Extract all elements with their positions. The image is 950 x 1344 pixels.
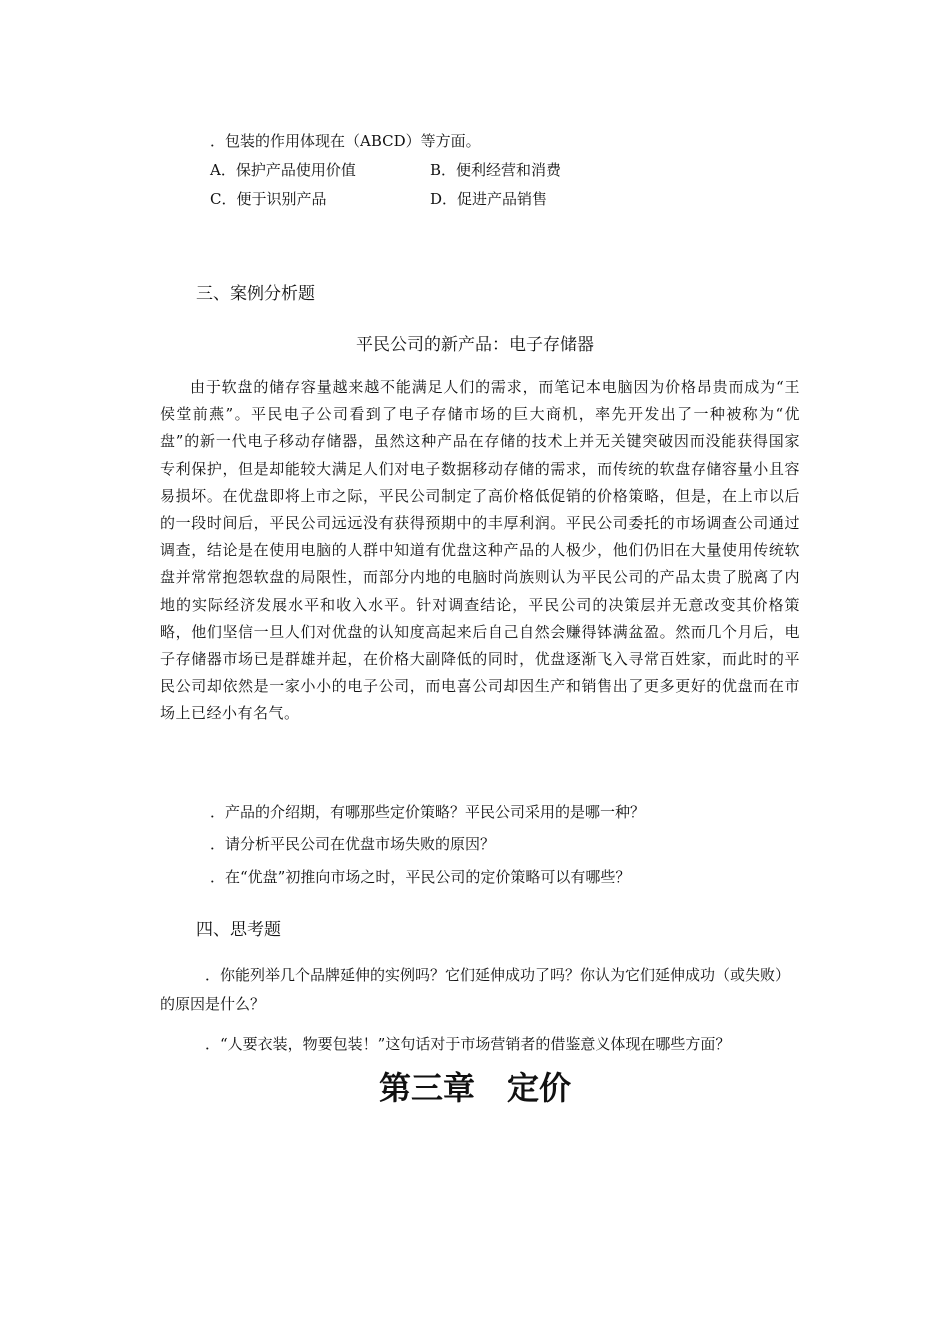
think-item-1-block: [160, 961, 800, 1019]
case-title: 平民公司的新产品：电子存储器: [356, 335, 594, 355]
option-a: A．保护产品使用价值: [210, 161, 356, 179]
think-item-1: ．你能列举几个品牌延伸的实例吗？它们延伸成功了吗？你认为它们延伸成功（或失败）的原因是什么？: [160, 966, 791, 1013]
chapter-title: 第三章 定价: [378, 1069, 571, 1107]
section-heading-case: 三、案例分析题: [196, 284, 315, 304]
option-d: D．促进产品销售: [430, 190, 548, 208]
option-b: B．便利经营和消费: [430, 161, 562, 179]
case-body: [160, 374, 800, 728]
section-heading-think: 四、思考题: [196, 920, 281, 940]
case-question-2: ．请分析平民公司在优盘市场失败的原因？: [210, 835, 496, 853]
think-item-2: ．“人要衣装，物要包装！”这句话对于市场营销者的借鉴意义体现在哪些方面？: [205, 1035, 731, 1053]
choice-question: ．包装的作用体现在（ABCD）等方面。: [210, 132, 481, 150]
case-paragraph: 由于软盘的储存容量越来越不能满足人们的需求，而笔记本电脑因为价格昂贵而成为“王侯堂前燕”。平民电子公司看到了电子存储市场的巨大商机，率先开发出了一种被称为“优盘”的新一代电子移动存储器，虽然这种产品在存储的技术上并无关键突破因而没能获得国家专利保护，但是却能较大满足人们对电子数据移动存储的需求，而传统的软盘存储容量小且容易损坏。在优盘即将上市之际，平民公司制定了高价格低促销的价格策略，但是，在上市以后的一段时间后，平民公司远远没有获得预期中的丰厚利润。平民公司委托的市场调查公司通过调查，结论是在使用电脑的人群中知道有优盘这种产品的人极少，他们仍旧在大量使用传统软盘并常常抱怨软盘的局限性，而部分内地的电脑时尚族则认为平民公司的产品太贵了脱离了内地的实际经济发展水平和收入水平。针对调查结论，平民公司的决策层并无意改变其价格策略，他们坚信一旦人们对优盘的认知度高起来后自己自然会赚得钵满盆盈。然而几个月后，电子存储器市场已是群雄并起，在价格大副降低的同时，优盘逐渐飞入寻常百姓家，而此时的平民公司却依然是一家小小的电子公司，而电喜公司却因生产和销售出了更多更好的优盘而在市场上已经小有名气。: [160, 378, 800, 723]
case-question-1: ．产品的介绍期，有哪那些定价策略？平民公司采用的是哪一种？: [210, 803, 646, 821]
option-c: C．便于识别产品: [210, 190, 327, 208]
case-question-3: ．在“优盘”初推向市场之时，平民公司的定价策略可以有哪些？: [210, 868, 631, 886]
think-item-2-block: [160, 1030, 800, 1059]
